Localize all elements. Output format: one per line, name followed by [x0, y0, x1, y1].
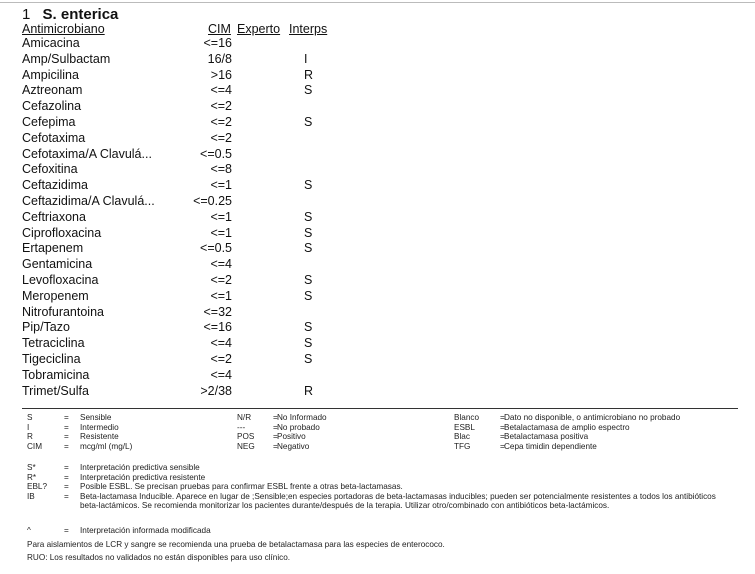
- legend-key: R: [27, 432, 33, 442]
- legend-code-entry: [237, 442, 437, 452]
- table-row: [0, 226, 340, 242]
- legend-key: ^: [27, 526, 31, 535]
- legend-key: IB: [27, 491, 35, 501]
- cim-value: 16/8: [207, 51, 232, 66]
- table-row: [0, 210, 340, 226]
- interpretation: S: [304, 178, 313, 193]
- antimicrobial-name: Ertapenem: [22, 241, 84, 256]
- antimicrobial-name: Ceftriaxona: [22, 209, 86, 224]
- antimicrobial-name: Cefotaxima: [22, 130, 86, 145]
- cim-value: <=16: [203, 36, 232, 50]
- cim-value: <=32: [203, 304, 232, 319]
- table-row: [0, 352, 340, 368]
- interpretation: S: [304, 320, 313, 335]
- legend-key: Blac: [454, 432, 470, 442]
- table-row: [0, 368, 340, 384]
- legend-equals: =: [64, 491, 69, 501]
- legend-basic-entry: [27, 413, 227, 423]
- legend-code-entry: [237, 432, 437, 442]
- antimicrobial-name: Ampicilina: [22, 67, 79, 82]
- col-header-interp: Interps: [289, 22, 328, 36]
- legend-extra-entry: [454, 442, 744, 452]
- legend-value: Betalactamasa de amplio espectro: [504, 422, 630, 432]
- legend-value: No Informado: [277, 413, 327, 422]
- antimicrobial-name: Cefazolina: [22, 99, 82, 114]
- organism-header: [22, 6, 118, 23]
- cim-value: <=8: [210, 162, 232, 177]
- cim-value: <=1: [210, 225, 232, 240]
- legend-key: POS: [237, 432, 255, 442]
- table-row: [0, 162, 340, 178]
- interpretation: S: [304, 352, 313, 366]
- cim-value: >16: [210, 67, 232, 82]
- top-rule: [0, 2, 755, 3]
- legend-key: S*: [27, 463, 36, 472]
- col-header-cim: CIM: [208, 22, 231, 36]
- antimicrobial-name: Pip/Tazo: [22, 320, 70, 335]
- legend-code-entry: [237, 413, 437, 423]
- legend-equals: =: [64, 463, 69, 472]
- antimicrobial-name: Meropenem: [22, 288, 89, 303]
- legend-equals: =: [64, 422, 69, 432]
- interpretation: I: [304, 51, 308, 66]
- interpretation: R: [304, 383, 314, 398]
- cim-value: <=2: [210, 115, 232, 129]
- legend-value: mcg/ml (mg/L): [80, 441, 133, 451]
- legend-value: No probado: [277, 422, 320, 432]
- legend-value: Posible ESBL. Se precisan pruebas para confirmar ESBL frente a otras beta-lactamasas.: [80, 482, 403, 492]
- legend-basic-entry: [27, 423, 227, 433]
- legend-equals: =: [64, 482, 69, 492]
- legend-value: Beta-lactamasa Inducible. Aparece en lugar de ;Sensible;en especies portadoras de beta-lactamasas inducibles; pueden ser potencialmente resistentes a todos los antibióticos: [80, 491, 716, 501]
- legend-extra-entry: [454, 423, 744, 433]
- interpretation: S: [304, 209, 313, 224]
- legend-key: I: [27, 422, 30, 432]
- antimicrobial-name: Nitrofurantoina: [22, 304, 104, 319]
- interpretation: S: [304, 288, 313, 303]
- interpretation: R: [304, 67, 314, 82]
- interpretation: S: [304, 336, 313, 351]
- legend-equals: =: [500, 413, 505, 422]
- cim-value: <=2: [210, 130, 232, 145]
- table-row: [0, 320, 340, 336]
- legend-basic-entry: [27, 442, 227, 452]
- table-row: [0, 241, 340, 257]
- cim-value: <=2: [210, 99, 232, 114]
- legend-equals: =: [64, 526, 69, 535]
- table-row: [0, 289, 340, 305]
- isolate-number: 1: [22, 6, 31, 23]
- antimicrobial-name: Trimet/Sulfa: [22, 383, 89, 398]
- legend-basic-entry: [27, 432, 227, 442]
- cim-value: <=0.5: [200, 146, 232, 161]
- legend-value: Negativo: [277, 441, 310, 451]
- legend-note-entry: [27, 473, 747, 483]
- legend-equals: =: [273, 432, 278, 442]
- antimicrobial-name: Amp/Sulbactam: [22, 51, 111, 66]
- table-row: [0, 115, 340, 131]
- legend-value: beta-lactámicos. Se recomienda monitorizar los pacientes durante/después de la terapia. Utilizar otro/combinado con antibióticos beta-lactámicos.: [80, 501, 610, 511]
- footer-note-lcr: Para aislamientos de LCR y sangre se recomienda una prueba de betalactamasa para las especies de enterococo.: [27, 540, 445, 549]
- col-header-antimicrobial: Antimicrobiano: [22, 22, 105, 36]
- col-header-expert: Experto: [237, 22, 281, 36]
- antimicrobial-name: Amicacina: [22, 36, 80, 50]
- antimicrobial-name: Gentamicina: [22, 257, 93, 272]
- legend-value: Interpretación predictiva sensible: [80, 463, 200, 472]
- legend-note-entry: [27, 463, 747, 473]
- legend-equals: =: [273, 413, 278, 422]
- table-row: [0, 83, 340, 99]
- table-row: [0, 194, 340, 210]
- cim-value: <=0.5: [200, 241, 232, 256]
- antimicrobial-name: Cefotaxima/A Clavulá...: [22, 146, 152, 161]
- legend-extra-entry: [454, 432, 744, 442]
- cim-value: <=4: [210, 367, 232, 382]
- legend-key: Blanco: [454, 413, 480, 422]
- table-row: [0, 384, 340, 400]
- legend-equals: =: [64, 472, 69, 482]
- legend-value: Interpretación informada modificada: [80, 526, 211, 535]
- legend-note-entry: [27, 501, 747, 511]
- legend-equals: =: [64, 432, 69, 442]
- legend-key: TFG: [454, 441, 471, 451]
- antimicrobial-name: Ceftazidima: [22, 178, 88, 193]
- cim-value: <=0.25: [193, 194, 232, 208]
- table-row: [0, 147, 340, 163]
- legend-value: Interpretación predictiva resistente: [80, 472, 206, 482]
- legend-key: R*: [27, 472, 37, 482]
- antimicrobial-name: Aztreonam: [22, 83, 83, 98]
- legend-value: Intermedio: [80, 422, 119, 432]
- antimicrobial-name: Ceftazidima/A Clavulá...: [22, 194, 155, 208]
- antimicrobial-name: Tigeciclina: [22, 352, 81, 366]
- legend-equals: =: [500, 441, 505, 451]
- legend-equals: =: [273, 422, 278, 432]
- cim-value: <=1: [210, 178, 232, 193]
- legend-equals: =: [500, 422, 505, 432]
- antimicrobial-name: Cefoxitina: [22, 162, 78, 177]
- legend-value: Positivo: [277, 432, 306, 442]
- table-row: [0, 336, 340, 352]
- cim-value: <=16: [203, 320, 232, 335]
- legend-key: N/R: [237, 413, 252, 422]
- legend-value: Resistente: [80, 432, 119, 442]
- legend-equals: =: [64, 441, 69, 451]
- antimicrobial-name: Tobramicina: [22, 367, 90, 382]
- divider: [22, 408, 738, 409]
- legend-equals: =: [273, 441, 278, 451]
- organism-name: S. enterica: [42, 6, 119, 23]
- cim-value: <=1: [210, 288, 232, 303]
- legend-code-entry: [237, 423, 437, 433]
- interpretation: S: [304, 225, 313, 240]
- cim-value: <=4: [210, 257, 232, 272]
- interpretation: S: [304, 115, 313, 129]
- table-row: [0, 131, 340, 147]
- legend-value: Cepa timidin dependiente: [504, 441, 597, 451]
- cim-value: <=2: [210, 352, 232, 366]
- legend-key: CIM: [27, 441, 43, 451]
- legend-equals: =: [500, 432, 505, 442]
- legend-value: Sensible: [80, 413, 112, 422]
- legend-key: NEG: [237, 441, 255, 451]
- cim-value: <=4: [210, 83, 232, 98]
- table-row: [0, 273, 340, 289]
- interpretation: S: [304, 241, 313, 256]
- table-row: [0, 52, 340, 68]
- legend-key: S: [27, 413, 33, 422]
- legend-modified-entry: [27, 526, 327, 536]
- legend-value: Dato no disponible, o antimicrobiano no probado: [504, 413, 681, 422]
- table-row: [0, 68, 340, 84]
- footer-note-ruo: RUO: Los resultados no validados no están disponibles para uso clínico.: [27, 553, 291, 562]
- antimicrobial-name: Cefepima: [22, 115, 76, 129]
- antimicrobial-name: Ciprofloxacina: [22, 225, 102, 240]
- table-row: [0, 305, 340, 321]
- antimicrobial-name: Levofloxacina: [22, 273, 99, 287]
- interpretation: S: [304, 83, 313, 98]
- legend-key: EBL?: [27, 482, 48, 492]
- legend-equals: =: [64, 413, 69, 422]
- legend-key: ---: [237, 422, 246, 432]
- table-row: [0, 36, 340, 52]
- cim-value: >2/38: [200, 383, 232, 398]
- antimicrobial-name: Tetraciclina: [22, 336, 85, 351]
- legend-note-entry: [27, 482, 747, 492]
- table-row: [0, 99, 340, 115]
- legend-extra-entry: [454, 413, 744, 423]
- legend-value: Betalactamasa positiva: [504, 432, 589, 442]
- cim-value: <=1: [210, 209, 232, 224]
- legend-note-entry: [27, 492, 747, 502]
- interpretation: S: [304, 273, 313, 287]
- legend-key: ESBL: [454, 422, 475, 432]
- cim-value: <=2: [210, 273, 232, 287]
- cim-value: <=4: [210, 336, 232, 351]
- table-row: [0, 257, 340, 273]
- table-row: [0, 178, 340, 194]
